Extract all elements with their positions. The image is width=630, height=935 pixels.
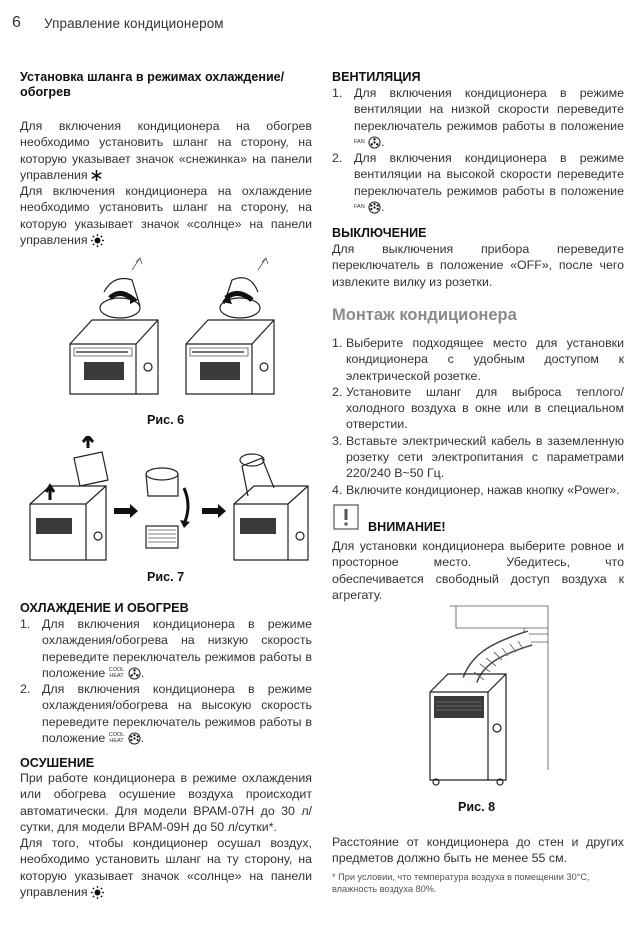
fan-high-icon [368, 201, 381, 214]
ac-unit-after [234, 454, 308, 560]
installation-list [332, 335, 624, 498]
fan-low-icon [128, 667, 141, 680]
cooling-heating-title: ОХЛАЖДЕНИЕ И ОБОГРЕВ [20, 601, 189, 615]
ac-unit-left [70, 258, 158, 394]
drying-text-1: При работе кондиционера в режиме охлаждения или обогрева осушение воздуха происходит автоматически. Для модели BPAM-07H до 30 л/сутки, для модели BPAM-09H до 50 л/сутки*. [20, 771, 312, 834]
fan-label: FAN [354, 204, 365, 211]
hose-section-body [20, 118, 312, 248]
list-item: 2. Для включения кондиционера в режиме охлаждения/обогрева на высокую скорость переведите переключатель режимов работы в положение COOL HEAT . [20, 682, 312, 746]
warning-title: ВНИМАНИЕ! [368, 520, 446, 534]
warning-text: Для установки кондиционера выберите ровное и просторное место. Убедитесь, что обеспечивается свободный доступ воздуха к агрегату. [332, 539, 624, 602]
ac-unit-before [30, 436, 108, 560]
list-item: 1. Для включения кондиционера в режиме охлаждения/обогрева на низкую скорость переведите переключатель режимов работы в положение COOL HEAT . [20, 617, 312, 680]
ac-unit [430, 674, 506, 785]
hose-heat-text: Для включения кондиционера на обогрев необходимо установить шланг на сторону, на которую указывает значок «снежинка» на панели управления [20, 119, 312, 182]
running-header: Управление кондиционером [44, 16, 224, 31]
off-title: ВЫКЛЮЧЕНИЕ [332, 226, 427, 240]
window-wall [450, 606, 548, 770]
list-item: 1. Выберите подходящее место для установки кондиционера с удобным доступом к электрической розетке. [332, 336, 624, 383]
fan-high-icon [128, 732, 141, 745]
installation-title: Монтаж кондиционера [332, 306, 517, 324]
arrow-right-icon-2 [202, 504, 226, 518]
hose-cool-text: Для включения кондиционера на охлаждение необходимо установить шланг на сторону, на которую указывает значок «солнце» на панели управления [20, 184, 312, 248]
list-item: 3. Вставьте электрический кабель в заземленную розетку сети электропитания с параметрами 220/240 В~50 Гц. [332, 433, 624, 481]
sun-icon [91, 234, 104, 247]
distance-text: Расстояние от кондиционера до стен и других предметов должно быть не менее 55 см. [332, 835, 624, 866]
figure-8-illustration [412, 602, 574, 792]
ac-unit-right [186, 258, 274, 394]
drying-body [20, 770, 312, 900]
ventilation-title: ВЕНТИЛЯЦИЯ [332, 70, 421, 84]
drying-text-2: Для того, чтобы кондиционер осушал воздух, необходимо установить шланг на ту сторону, на которую указывает значок «солнце» на панели управления [20, 836, 312, 900]
drying-title: ОСУШЕНИЕ [20, 756, 95, 770]
page-number: 6 [12, 14, 21, 31]
ventilation-list [332, 85, 624, 215]
off-text: Для выключения прибора переведите переключатель в положение «OFF», после чего извлеките вилку из розетки. [332, 242, 624, 289]
figure-6-caption: Рис. 6 [147, 413, 185, 427]
figure-8-caption: Рис. 8 [458, 800, 496, 814]
warning-icon [333, 504, 359, 530]
sun-icon [91, 886, 104, 899]
cool-heat-label: COOL HEAT [108, 732, 125, 744]
hose-connectors [146, 468, 190, 548]
hose-section-title: Установка шланга в режимах охлаждение/обогрев [20, 70, 285, 99]
cooling-heating-list [20, 616, 312, 746]
fan-low-icon [368, 136, 381, 149]
list-item: 2. Для включения кондиционера в режиме вентиляции на высокой скорости переведите переключатель режимов работы в положение FAN . [332, 151, 624, 215]
list-item: 4. Включите кондиционер, нажав кнопку «Power». [332, 482, 620, 497]
fan-label: FAN [354, 138, 365, 145]
figure-6-illustration [62, 252, 284, 404]
cool-heat-label: COOL HEAT [108, 667, 125, 679]
list-item: 2. Установите шланг для выброса теплого/холодного воздуха в окне или в специальном отверстии. [332, 384, 624, 432]
snowflake-icon [91, 170, 102, 181]
figure-7-caption: Рис. 7 [147, 570, 185, 584]
arrow-right-icon [114, 504, 138, 518]
list-item: 1. Для включения кондиционера в режиме вентиляции на низкой скорости переведите переключатель режимов работы в положение FAN . [332, 86, 624, 149]
footnote: * При условии, что температура воздуха в помещении 30°С, влажность воздуха 80%. [332, 872, 590, 894]
figure-7-illustration [22, 436, 312, 566]
